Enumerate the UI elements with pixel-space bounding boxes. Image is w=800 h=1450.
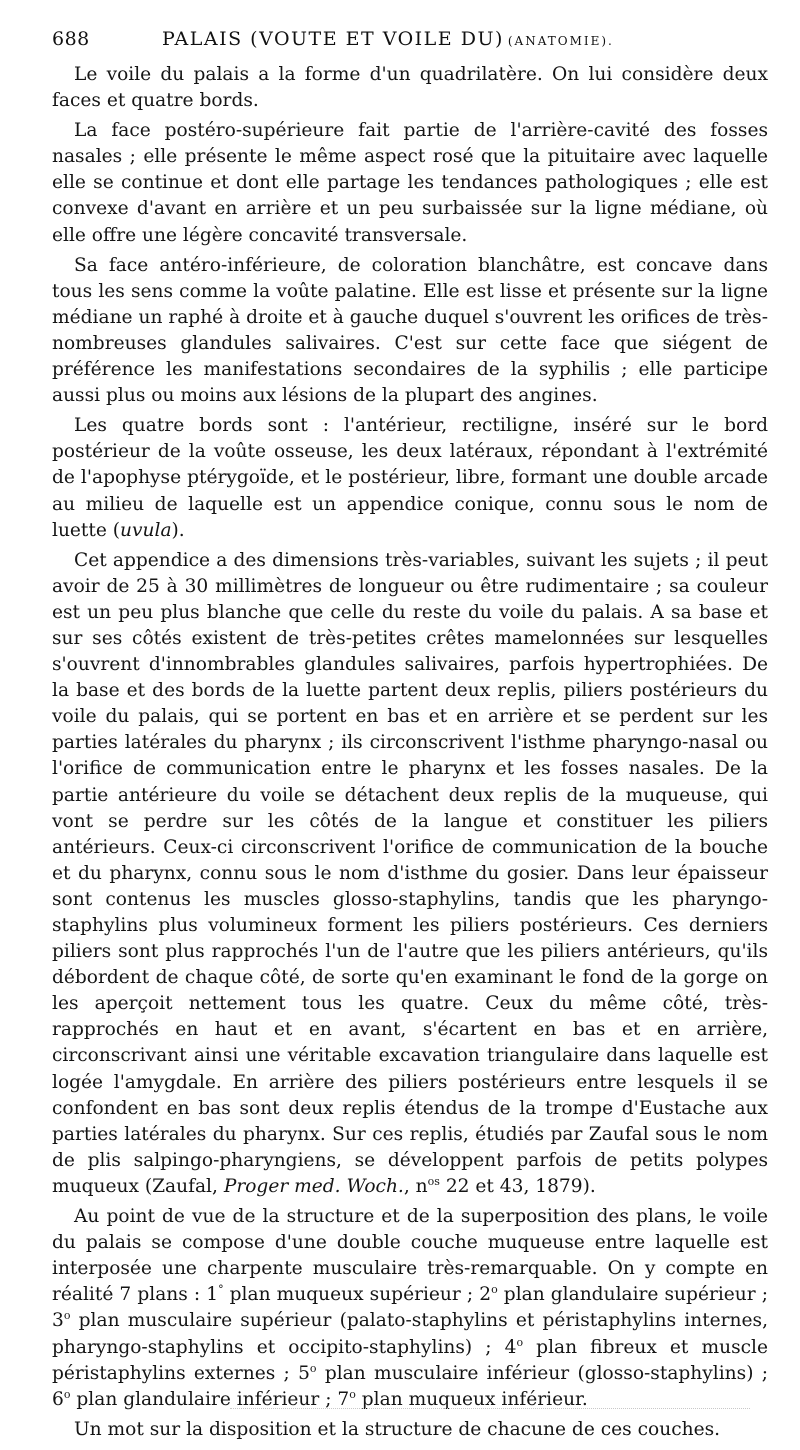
paragraph-2: La face postéro-supérieure fait partie de l'arrière-cavité des fosses nasales ; elle présente le même aspect rosé que la pituitaire avec laquelle elle se continue et dont elle partage les tendances pathologiques ; elle est convexe d'avant en arrière et un peu surbaissée sur la ligne médiane, où elle offre une légère concavité transversale. <box>52 120 768 246</box>
plan-item-6: 6 <box>52 1388 64 1410</box>
paragraph-6 <box>52 1204 768 1413</box>
bottom-bleed-trace <box>230 1408 750 1412</box>
running-header <box>52 28 768 62</box>
plan-item-text: plan glandulaire supérieur ; <box>497 1284 768 1306</box>
paragraph-1: Le voile du palais a la forme d'un quadrilatère. On lui considère deux faces et quatre bords. <box>52 64 768 112</box>
paragraph-5 <box>52 548 768 1200</box>
paragraph-4-end: ). <box>171 519 185 541</box>
plan-ordinal-mark: o <box>63 1387 71 1401</box>
page-number: 688 <box>52 28 90 50</box>
plan-ordinal-mark: o <box>309 1361 317 1375</box>
running-subject: (ANATOMIE). <box>507 34 614 48</box>
plan-ordinal-mark: ° <box>218 1283 224 1297</box>
paragraph-6-intro: Au point de vue de la structure et de la superposition des plans, le voile du palais se compose d'une double couche muqueuse entre laquelle est interposée une charpente musculaire très-remarquable. On y compte en réalité 7 plans : <box>52 1206 768 1306</box>
running-title: PALAIS (VOUTE ET VOILE DU) <box>162 28 504 50</box>
paragraph-3: Sa face antéro-inférieure, de coloration blanchâtre, est concave dans tous les sens comme la voûte palatine. Elle est lisse et présente sur la ligne médiane un raphé à droite et à gauche duquel s'ouvrent les orifices de très-nombreuses glandules salivaires. C'est sur cette face que siégent de préférence les manifestations secondaires de la syphilis ; elle participe aussi plus ou moins aux lésions de la plupart des angines. <box>52 254 768 407</box>
plan-item-1: 1 <box>200 1284 219 1306</box>
plan-ordinal-mark: o <box>491 1283 498 1297</box>
closing-paragraph: Un mot sur la disposition et la structure de chacune de ces couches. <box>74 1418 721 1440</box>
ordinal-mark: os <box>427 1174 440 1188</box>
page-body <box>52 28 768 1447</box>
plan-ordinal-mark: o <box>349 1387 356 1401</box>
plan-item-4: 4 <box>504 1336 517 1358</box>
plan-item-2: 2 <box>479 1284 492 1306</box>
plan-item-3: 3 <box>52 1310 64 1332</box>
plan-ordinal-mark: o <box>63 1309 71 1323</box>
paragraph-5-text: Cet appendice a des dimensions très-variables, suivant les sujets ; il peut avoir de 25 à 30 millimètres de longueur ou être rudimentaire ; sa couleur est un peu plus blanche que celle du reste du voile du palais. A sa base et sur ses côtés existent de très-petites crêtes mamelonnées sur lesquelles s'ouvrent d'innombrables glandules salivaires, parfois hypertrophiées. De la base et des bords de la luette partent deux replis, piliers postérieurs du voile du palais, qui se portent en bas et en arrière et se perdent sur les parties latérales du pharynx ; ils circonscrivent l'isthme pharyngo-nasal ou l'orifice de communication entre le pharynx et les fosses nasales. De la partie antérieure du voile se détachent deux replis de la muqueuse, qui vont se perdre sur les côtés de la langue et constituer les piliers antérieurs. Ceux-ci circonscrivent l'orifice de communication de la bouche et du pharynx, connu sous le nom d'isthme du gosier. Dans leur épaisseur sont contenus les muscles glosso-staphylins, tandis que les pharyngo-staphylins plus volumineux forment les piliers postérieurs. Ces derniers piliers sont plus rapprochés l'un de l'autre que les piliers antérieurs, qu'ils débordent de chaque côté, de sorte qu'en examinant le fond de la gorge on les aperçoit nettement tous les quatre. Ceux du même côté, très-rapprochés en haut et en avant, s'écartent en bas et en arrière, circonscrivant ainsi une véritable excavation triangulaire dans laquelle est logée l'amygdale. En arrière des piliers postérieurs entre lesquels il se confondent en bas sont deux replis étendus de la trompe d'Eustache aux parties latérales du pharynx. Sur ces replis, étudiés par Zaufal sous le nom de plis salpingo-pharyngiens, se développent parfois de petits polypes muqueux (Zaufal, <box>52 549 768 1197</box>
plan-ordinal-mark: o <box>516 1335 524 1349</box>
paragraph-4-italic: uvula <box>120 519 172 541</box>
paragraph-4-text: Les quatre bords sont : l'antérieur, rectiligne, inséré sur le bord postérieur de la voûte osseuse, les deux latéraux, répondant à l'extrémité de l'apophyse ptérygoïde, et le postérieur, libre, formant une double arcade au milieu de laquelle est un appendice conique, connu sous le nom de luette ( <box>52 415 768 541</box>
plan-item-text: plan musculaire inférieur (glosso-staphylins) ; <box>316 1362 768 1384</box>
plan-item-5: 5 <box>298 1362 310 1384</box>
plan-item-text: plan muqueux supérieur ; <box>223 1284 480 1306</box>
plan-item-text: plan glandulaire inférieur ; <box>70 1388 338 1410</box>
journal-citation: Proger med. Woch. <box>223 1175 404 1197</box>
plan-item-text: plan muqueux inférieur. <box>355 1388 588 1410</box>
plan-item-7: 7 <box>337 1388 350 1410</box>
plan-item-text: plan musculaire supérieur (palato-staphylins et péristaphylins internes, pharyngo-staphylins et occipito-staphylins) ; <box>52 1310 768 1358</box>
paragraph-4 <box>52 413 768 543</box>
paragraph-5-end: , $n^{os}$ 22 et 43, 1879). <box>403 1174 596 1197</box>
plan-item-text: plan fibreux et muscle péristaphylins externes ; <box>52 1336 768 1384</box>
